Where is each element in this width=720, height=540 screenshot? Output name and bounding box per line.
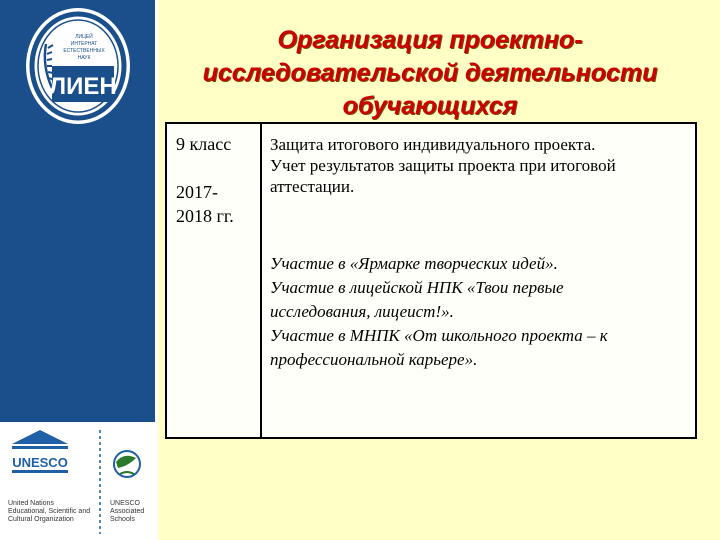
unesco-schools-line-3: Schools	[110, 516, 135, 523]
italic-line-4: Участие в МНПК «От школьного проекта – к	[270, 326, 608, 345]
unesco-word: UNESCO	[12, 455, 68, 470]
main-line-2: Учет результатов защиты проекта при итоговой	[270, 156, 616, 175]
project-defense-text	[270, 134, 688, 197]
lien-logo-icon	[22, 4, 134, 128]
unesco-schools-line-1: UNESCO	[110, 500, 140, 507]
italic-line-1: Участие в «Ярмарке творческих идей».	[270, 254, 558, 273]
main-line-3: аттестации.	[270, 177, 355, 196]
sidebar-edge	[155, 0, 158, 540]
slide-title-line-3: обучающихся	[342, 92, 518, 120]
unesco-caption	[8, 500, 90, 524]
main-line-1: Защита итогового индивидуального проекта.	[270, 135, 596, 154]
participation-text	[270, 252, 688, 372]
unesco-panel	[0, 422, 155, 540]
lien-logo	[22, 4, 134, 128]
unesco-caption-line-2: Educational, Scientific and	[8, 508, 91, 515]
unesco-schools-line-2: Associated	[110, 508, 145, 515]
slide-title	[165, 24, 695, 123]
content-table	[165, 122, 697, 439]
sidebar	[0, 0, 155, 540]
unesco-caption-line-1: United Nations	[8, 500, 54, 507]
logo-line-2: ИНТЕРНАТ	[70, 41, 98, 47]
column-divider	[260, 124, 262, 437]
slide-title-line-1: Организация проектно-	[277, 26, 583, 54]
logo-line-4: НАУК	[77, 55, 91, 61]
italic-line-3: исследования, лицеист!».	[270, 302, 454, 321]
italic-line-2: Участие в лицейской НПК «Твои первые	[270, 278, 564, 297]
slide-title-line-2: исследовательской деятельности	[202, 59, 658, 87]
years-line-2: 2018 гг.	[176, 206, 234, 226]
unesco-schools-caption	[110, 500, 144, 524]
years-label	[176, 180, 254, 228]
italic-line-5: профессиональной карьере».	[270, 350, 478, 369]
years-line-1: 2017-	[176, 182, 218, 202]
logo-line-1: ЛИЦЕЙ	[75, 34, 93, 40]
unesco-caption-line-3: Cultural Organization	[8, 516, 74, 523]
logo-wordmark: ЛИЕН	[49, 73, 117, 100]
logo-line-3: ЕСТЕСТВЕННЫХ	[63, 48, 105, 54]
grade-label: 9 класс	[176, 134, 232, 154]
